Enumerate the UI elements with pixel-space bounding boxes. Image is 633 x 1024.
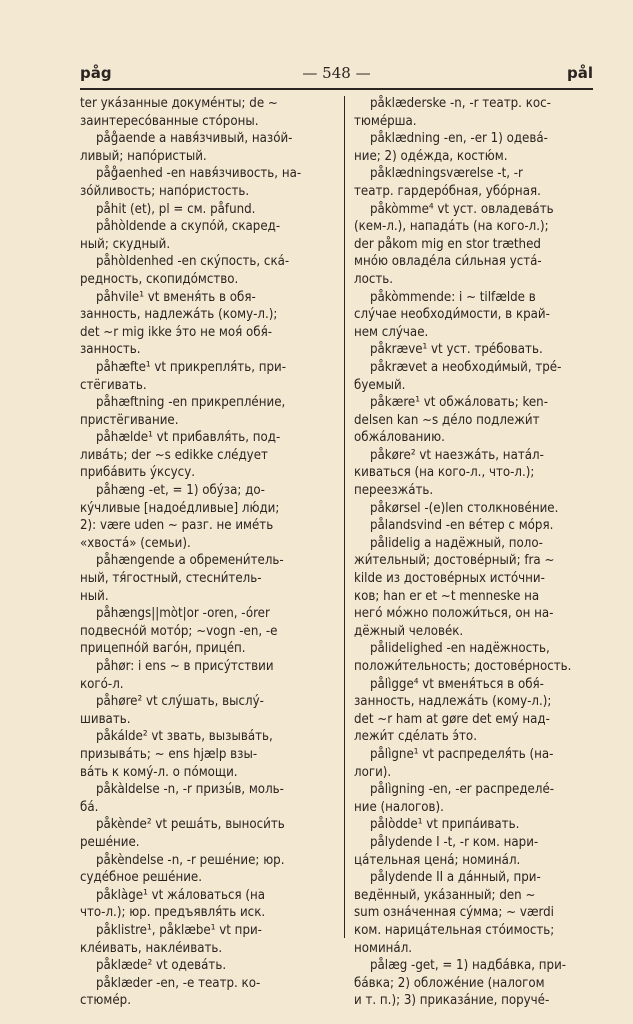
entry-line: påhængende a обремени́тель- [96, 553, 284, 569]
entry-line: тюме́рша. [354, 113, 417, 129]
right-column [354, 95, 598, 1010]
dictionary-entry [80, 658, 334, 693]
entry-line: påkære¹ vt обжа́ловать; ken- [370, 395, 548, 411]
dictionary-entry [354, 359, 598, 394]
entry-line: него́ мо́жно положи́ться, он на- [354, 606, 554, 622]
entry-line: kilde из достове́рных исто́чни- [354, 571, 545, 587]
dictionary-entry [354, 500, 598, 518]
dictionary-entry [80, 201, 334, 219]
entry-line: ку́чливые [надое́дливые] лю́ди; [80, 500, 280, 516]
entry-line: логи). [354, 764, 392, 780]
entry-line: занность. [80, 342, 141, 358]
entry-line: påkrævet a необходи́мый, тре́- [370, 359, 562, 375]
entry-line: кле́ивать, накле́ивать. [80, 940, 223, 956]
entry-line: der påkom mig en stor træthed [354, 236, 541, 252]
entry-line: påhæftning -en прикрепле́ние, [96, 395, 286, 411]
entry-line: påkræve¹ vt уст. тре́бовать. [370, 342, 543, 358]
entry-line: прицепно́й ваго́н, прице́п. [80, 641, 246, 657]
entry-line: påkènde² vt реша́ть, выноси́ть [96, 817, 285, 833]
entry-line: påg̊aende a навя́зчивый, назо́й- [96, 131, 293, 147]
entry-line: реше́ние. [80, 834, 140, 850]
entry-line: ком. нарица́тельная сто́имость; [354, 922, 555, 938]
dictionary-entry [80, 289, 334, 359]
dictionary-entry [80, 887, 334, 922]
entry-line: påklàge¹ vt жа́ловаться (на [96, 887, 266, 903]
entry-line: pålæg -get, = 1) надба́вка, при- [370, 958, 567, 974]
dictionary-entry [80, 852, 334, 887]
dictionary-entry [80, 781, 334, 816]
entry-line: дёжный челове́к. [354, 623, 464, 639]
entry-line: переезжа́ть. [354, 483, 434, 499]
entry-line: ние; 2) оде́жда, костю́м. [354, 148, 508, 164]
header-rule [80, 88, 593, 90]
dictionary-entry [80, 728, 334, 781]
entry-line: зо́йливость; напо́ристость. [80, 183, 250, 199]
entry-line: (кем-л.), напада́ть (на кого-л.); [354, 219, 549, 235]
entry-line: занность, надлежа́ть (кому-л.); [80, 307, 278, 323]
dictionary-entry [354, 289, 598, 342]
dictionary-entry [80, 975, 334, 1010]
entry-line: номина́л. [354, 940, 413, 956]
dictionary-entry [80, 253, 334, 288]
entry-line: подвесно́й мото́р; ~vogn -en, -e [80, 623, 278, 639]
entry-line: приба́вить у́ксусу. [80, 465, 195, 481]
dictionary-entry [354, 957, 598, 1010]
dictionary-entry [80, 482, 334, 552]
entry-line: påhòldende a скупо́й, скаред- [96, 219, 281, 235]
entry-line: пристёгивание. [80, 412, 179, 428]
dictionary-entry [80, 130, 334, 165]
dictionary-entry [80, 552, 334, 605]
entry-line: påhæfte¹ vt прикрепля́ть, при- [96, 359, 287, 375]
entry-line: что-л.); юр. предъявля́ть иск. [80, 905, 266, 921]
entry-line: ведённый, ука́занный; den ~ [354, 887, 536, 903]
entry-line: буемый. [354, 377, 406, 393]
entry-line: слу́чае необходи́мости, в край- [354, 307, 550, 323]
entry-line: ливый; напо́ристый. [80, 148, 207, 164]
entry-line: pålìgne¹ vt распределя́ть (на- [370, 746, 554, 762]
entry-line: ный, тя́гостный, стесни́тель- [80, 571, 262, 587]
column-divider [344, 96, 345, 938]
dictionary-entry [354, 341, 598, 359]
entry-line: pålandsvind -en ве́тер с мо́ря. [370, 518, 554, 534]
entry-line: театр. гардеро́бная, убо́рная. [354, 183, 541, 199]
entry-line: ter ука́занные докуме́нты; de ~ [80, 96, 278, 111]
entry-line: кого́-л. [80, 676, 124, 692]
entry-line: pålydende II a да́нный, при- [370, 870, 541, 886]
dictionary-entry [354, 517, 598, 535]
dictionary-entry [354, 676, 598, 746]
dictionary-entry [80, 95, 334, 130]
dictionary-entry [354, 394, 598, 447]
dictionary-entry [354, 447, 598, 500]
dictionary-entry [80, 218, 334, 253]
entry-line: påkàldelse -n, -r призы́в, моль- [96, 782, 284, 798]
entry-line: påhør: i ens ~ в прису́тствии [96, 659, 274, 674]
entry-line: påklædningsværelse -t, -r [370, 166, 523, 182]
dictionary-entry [80, 816, 334, 851]
entry-line: шивать. [80, 711, 131, 727]
entry-line: ба́. [80, 799, 99, 815]
dictionary-entry [354, 834, 598, 869]
entry-line: påklistre¹, påklæbe¹ vt при- [96, 922, 262, 938]
entry-line: обжа́лованию. [354, 430, 445, 446]
dictionary-entry [354, 869, 598, 957]
dictionary-entry [354, 781, 598, 816]
entry-line: мно́ю овладе́ла си́льная уста́- [354, 254, 542, 270]
entry-line: påg̊aenhed -en навя́зчивость, на- [96, 166, 302, 182]
entry-line: стюме́р. [80, 993, 131, 1009]
header-left-guide-word: påg [80, 64, 112, 82]
entry-line: лежи́т сде́лать э́то. [354, 729, 477, 745]
dictionary-entry [354, 535, 598, 641]
entry-line: påkøre² vt наезжа́ть, ната́л- [370, 447, 544, 463]
dictionary-entry [80, 165, 334, 200]
entry-line: påklædning -en, -er 1) одева́- [370, 131, 548, 147]
dictionary-entry [80, 693, 334, 728]
entry-line: ный; скудный. [80, 236, 171, 252]
entry-line: påkørsel -(e)len столкнове́ние. [370, 500, 559, 516]
header-right-guide-word: pål [566, 64, 593, 82]
entry-line: pålìgning -en, -er распределе́- [370, 782, 555, 798]
entry-line: påkòmme⁴ vt уст. овладева́ть [370, 201, 554, 217]
dictionary-entry [354, 640, 598, 675]
entry-line: призыва́ть; ~ ens hjælp взы- [80, 746, 258, 762]
entry-line: sum озна́ченная су́мма; ~ værdi [354, 905, 554, 921]
dictionary-entry [80, 922, 334, 957]
entry-line: 2): være uden ~ разг. не име́ть [80, 518, 274, 534]
entry-line: лость. [354, 271, 394, 287]
dictionary-entry [80, 605, 334, 658]
entry-line: киваться (на кого-л., что-л.); [354, 465, 535, 481]
dictionary-entry [80, 359, 334, 394]
entry-line: påhòldenhed -en ску́пость, ска́- [96, 254, 290, 270]
entry-line: ный. [80, 588, 109, 604]
entry-line: pålidelig a надёжный, поло- [370, 535, 543, 551]
entry-line: påkòmmende: i ~ tilfælde в [370, 289, 536, 305]
entry-line: påkálde² vt звать, вызыва́ть, [96, 729, 273, 745]
page-header [80, 62, 593, 88]
left-column [80, 95, 334, 1010]
entry-line: påhæng -et, = 1) обу́за; до- [96, 483, 265, 499]
entry-line: суде́бное реше́ние. [80, 870, 202, 886]
entry-line: påhøre² vt слу́шать, выслу́- [96, 694, 264, 710]
entry-line: стёгивать. [80, 377, 147, 393]
entry-line: det ~r ham at gøre det ему́ над- [354, 711, 550, 727]
entry-line: pålìgge⁴ vt вменя́ться в обя́- [370, 676, 544, 692]
entry-line: ва́ть к кому́-л. о по́мощи. [80, 764, 238, 780]
dictionary-entry [80, 429, 334, 482]
entry-line: påhælde¹ vt прибавля́ть, под- [96, 430, 281, 446]
entry-line: påhit (et), pl = см. påfund. [96, 201, 256, 217]
dictionary-entry [80, 394, 334, 429]
dictionary-entry [354, 130, 598, 165]
entry-line: påhvile¹ vt вменя́ть в обя- [96, 289, 256, 305]
dictionary-entry [354, 201, 598, 289]
entry-line: påkèndelse -n, -r реше́ние; юр. [96, 852, 285, 868]
entry-line: редность, скопидо́мство. [80, 271, 239, 287]
entry-line: det ~r mig ikke э́то не моя́ обя́- [80, 324, 272, 340]
entry-line: лива́ть; der ~s edikke сле́дует [80, 447, 268, 463]
dictionary-entry [354, 165, 598, 200]
entry-line: занность, надлежа́ть (кому-л.); [354, 694, 552, 710]
entry-line: жи́тельный; достове́рный; fra ~ [354, 553, 555, 569]
page-number: — 548 — [302, 64, 371, 82]
entry-line: положи́тельность; достове́рность. [354, 659, 572, 674]
entry-line: ков; han er et ~t menneske на [354, 588, 540, 604]
entry-line: pålydende I -t, -r ком. нари- [370, 834, 539, 850]
entry-line: delsen kan ~s де́ло подлежи́т [354, 412, 540, 428]
entry-line: påklæde² vt одева́ть. [96, 958, 227, 974]
dictionary-entry [354, 816, 598, 834]
entry-line: нем слу́чае. [354, 324, 429, 340]
entry-line: pålòdde¹ vt припа́ивать. [370, 817, 520, 833]
entry-line: ба́вка; 2) обложе́ние (налогом [354, 975, 545, 991]
dictionary-entry [80, 957, 334, 975]
entry-line: и т. п.); 3) приказа́ние, поруче́- [354, 993, 550, 1009]
entry-line: ние (налогов). [354, 799, 444, 815]
dictionary-entry [354, 95, 598, 130]
entry-line: заинтересо́ванные сто́роны. [80, 113, 259, 129]
entry-line: påklæderske -n, -r театр. кос- [370, 96, 551, 111]
entry-line: pålidelighed -en надёжность, [370, 641, 550, 657]
entry-line: påklæder -en, -e театр. ко- [96, 975, 261, 991]
entry-line: «хвоста́» (семьи). [80, 535, 191, 551]
entry-line: ца́тельная цена́; номина́л. [354, 852, 521, 868]
entry-line: påhængs||mòt|or -oren, -órer [96, 606, 270, 622]
dictionary-entry [354, 746, 598, 781]
